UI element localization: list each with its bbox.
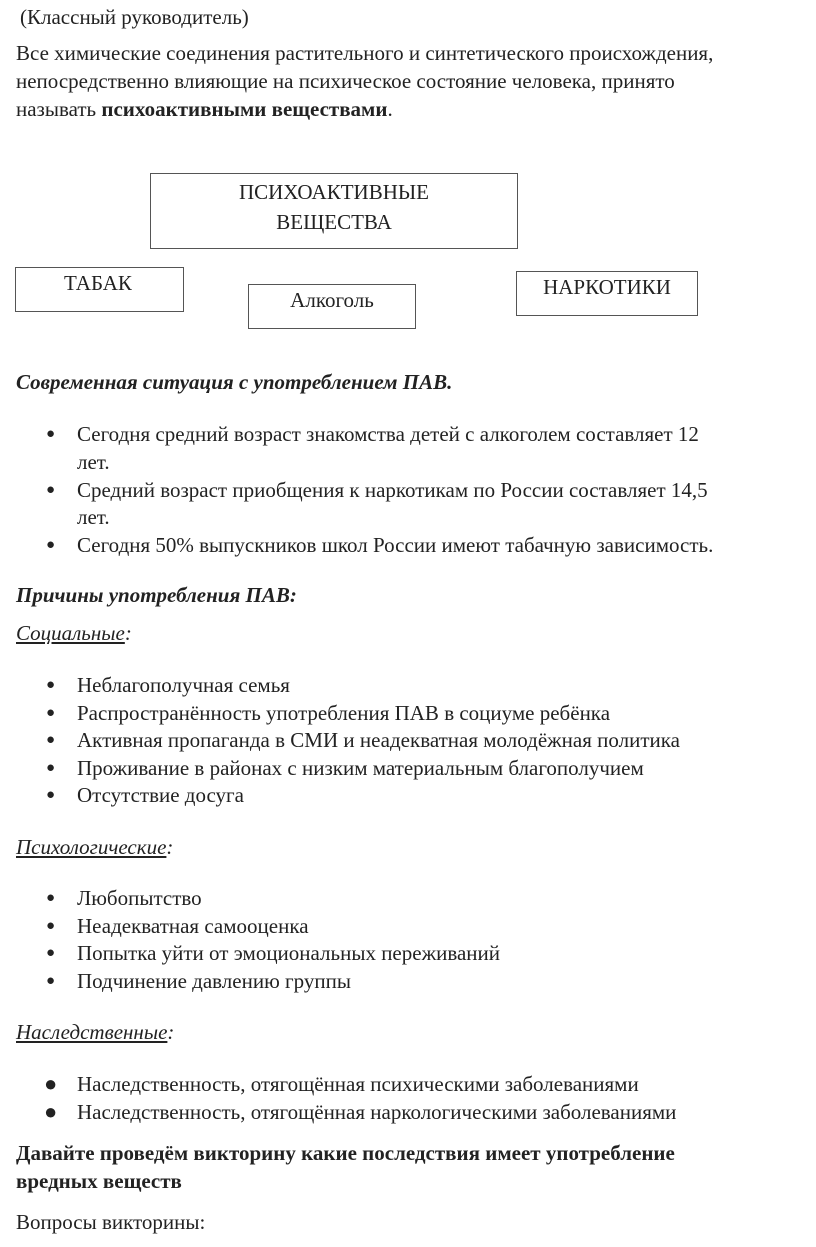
list-item: Сегодня средний возраст знакомства детей с алкоголем составляет 12 — [77, 422, 699, 446]
bullet-icon: ● — [46, 945, 56, 961]
bullet-icon: ● — [46, 537, 56, 553]
bullet-icon: ● — [46, 917, 56, 934]
list-item: Неблагополучная семья — [77, 673, 290, 697]
diagram-main-line1: ПСИХОАКТИВНЫЕ — [238, 180, 430, 204]
intro-suffix: . — [387, 97, 393, 121]
list-item: Сегодня 50% выпускников школ России имеют табачную зависимость. — [77, 533, 714, 557]
intro-prefix: называть — [16, 97, 102, 121]
bullet-icon: ● — [46, 787, 56, 803]
list-item: Наследственность, отягощённая наркологическими заболеваниями — [77, 1100, 677, 1124]
situation-heading: Современная ситуация с употреблением ПАВ. — [16, 370, 453, 394]
author-note: (Классный руководитель) — [20, 5, 249, 29]
list-item: Любопытство — [77, 886, 202, 910]
list-item: Подчинение давлению группы — [77, 968, 351, 993]
list-item: Активная пропаганда в СМИ и неадекватная молодёжная политика — [77, 728, 680, 752]
diagram-main-line2: ВЕЩЕСТВА — [276, 210, 392, 234]
quiz-heading-line1: Давайте проведём викторину какие последствия имеет употребление — [16, 1141, 675, 1165]
list-item: Проживание в районах с низким материальным благополучием — [77, 755, 644, 780]
diagram-tobacco-label: ТАБАК — [64, 271, 132, 295]
quiz-heading-line2: вредных веществ — [16, 1169, 182, 1193]
intro-bold-term: психоактивными веществами — [101, 97, 388, 121]
bullet-icon: ● — [46, 677, 56, 693]
social-label: Социальные — [16, 621, 125, 645]
bullet-icon: ● — [46, 759, 56, 776]
bullet-icon: ● — [46, 732, 56, 748]
psych-subheading — [16, 833, 173, 861]
diagram-alcohol-box — [248, 284, 416, 329]
diagram-alcohol-label: Алкоголь — [290, 288, 374, 312]
hered-label: Наследственные — [16, 1020, 168, 1044]
bullet-icon: ● — [46, 704, 56, 721]
intro-line: Все химические соединения растительного и синтетического происхождения, — [16, 41, 714, 65]
intro-line: непосредственно влияющие на психическое состояние человека, принято — [16, 69, 675, 93]
list-item: Попытка уйти от эмоциональных переживаний — [77, 941, 500, 965]
list-item-cont: лет. — [77, 505, 110, 529]
bullet-icon: ● — [44, 1099, 58, 1124]
quiz-questions-label: Вопросы викторины: — [16, 1210, 206, 1234]
diagram-main-box — [150, 173, 518, 249]
bullet-icon: ● — [46, 482, 56, 498]
list-item-cont: лет. — [77, 450, 110, 474]
list-item: Наследственность, отягощённая психическими заболеваниями — [77, 1072, 639, 1096]
diagram-drugs-label: НАРКОТИКИ — [543, 275, 671, 299]
bullet-icon: ● — [46, 890, 56, 906]
bullet-icon: ● — [44, 1071, 58, 1096]
colon: : — [124, 621, 132, 645]
bullet-icon: ● — [46, 426, 56, 442]
list-item: Неадекватная самооценка — [77, 913, 309, 938]
diagram-tobacco-box — [15, 267, 184, 312]
colon: : — [167, 1020, 175, 1044]
hered-subheading — [16, 1018, 174, 1046]
social-subheading — [16, 619, 132, 647]
list-item: Отсутствие досуга — [77, 783, 244, 807]
causes-heading: Причины употребления ПАВ: — [16, 583, 297, 607]
diagram-drugs-box — [516, 271, 698, 316]
colon: : — [166, 835, 174, 859]
list-item: Распространённость употребления ПАВ в социуме ребёнка — [77, 700, 611, 725]
list-item: Средний возраст приобщения к наркотикам по России составляет 14,5 — [77, 478, 708, 502]
bullet-icon: ● — [46, 972, 56, 989]
psych-label: Психологические — [16, 835, 167, 859]
intro-line — [16, 95, 393, 123]
